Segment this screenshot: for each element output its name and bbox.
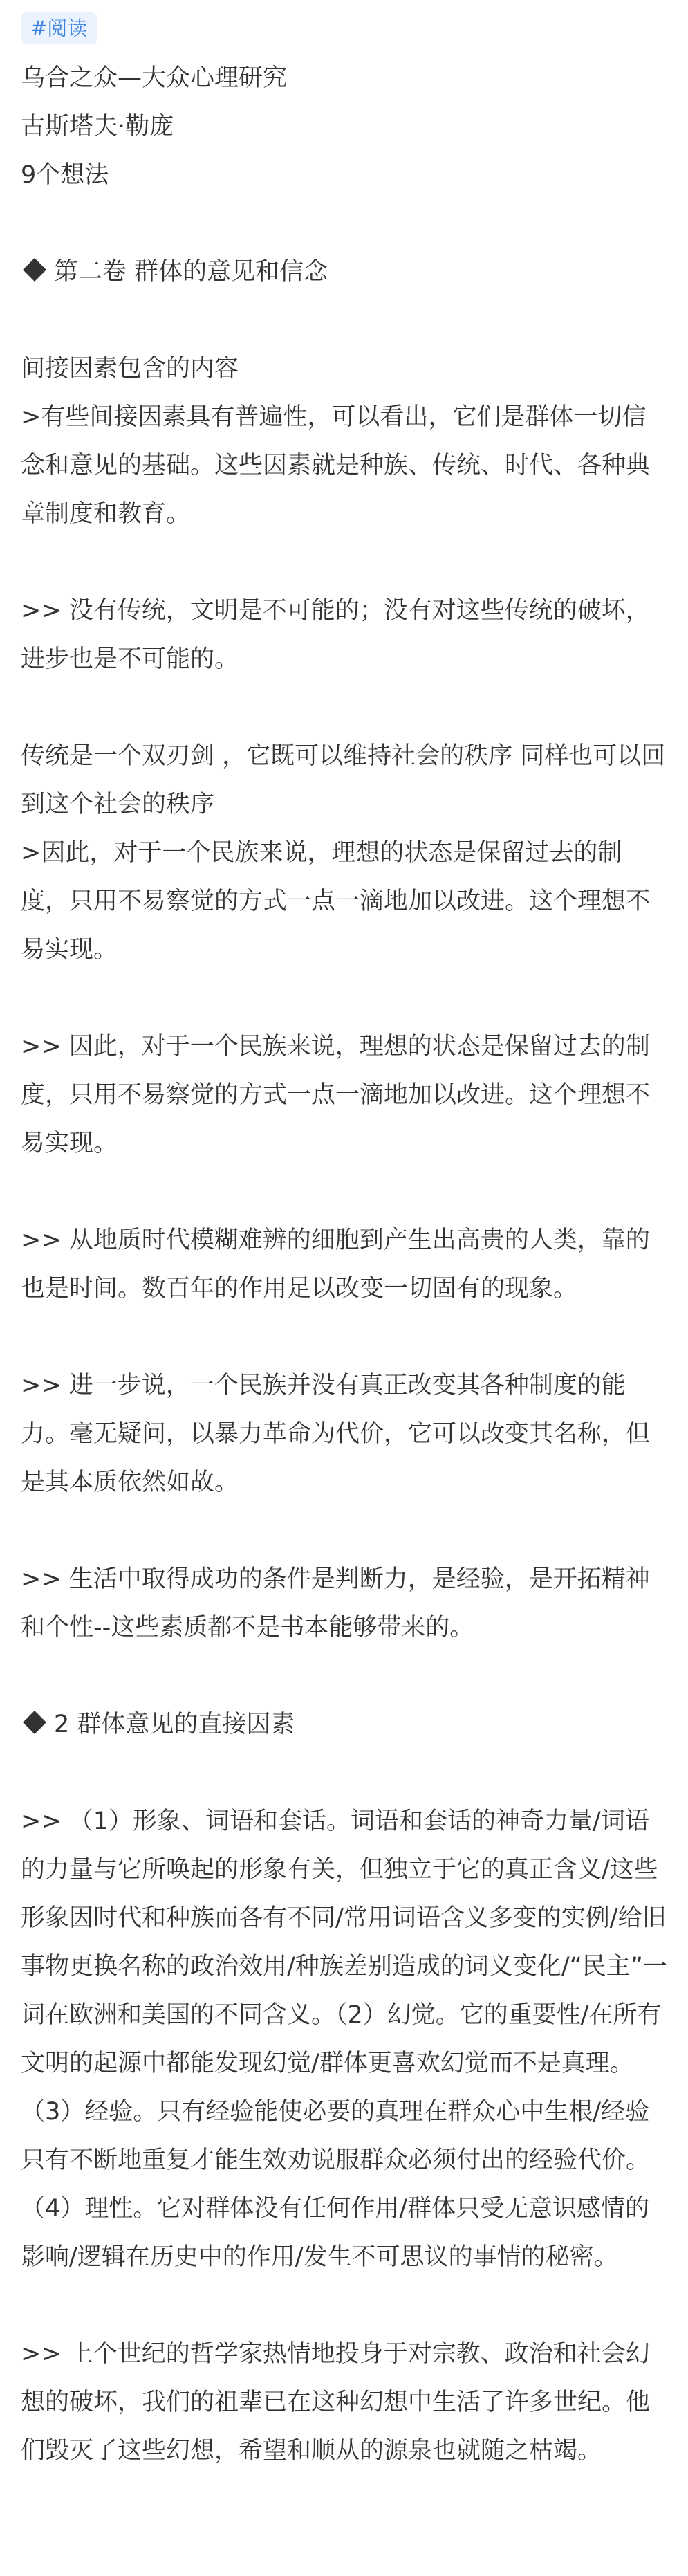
spacer [21,974,667,1022]
spacer [21,683,667,732]
section-heading-text: 第二卷 群体的意见和信念 [54,258,328,286]
idea-count: 9个想法 [21,161,109,189]
note-paragraph: >> （1）形象、词语和套话。词语和套话的神奇力量/词语的力量与它所唤起的形象有关，但独立于它的真正含义/这些形象因时代和种族而各有不同/常用词语含义多变的实例/给旧事物更换名称的政治效用/种族差别造成的词义变化/“民主”一词在欧洲和美国的不同含义。（2）幻觉。它的重要性/在所有文明的起源中都能发现幻觉/群体更喜欢幻觉而不是真理。（3）经验。只有经验能使必要的真理在群众心中生根/经验只有不断地重复才能生效劝说服群众必须付出的经验代价。（4）理性。它对群体没有任何作用/群体只受无意识感情的影响/逻辑在历史中的作用/发生不可思议的事情的秘密。 [21,1807,667,2271]
book-title: 乌合之众—大众心理研究 [21,64,288,92]
spacer [21,1313,667,1361]
note-paragraph: >> 上个世纪的哲学家热情地投身于对宗教、政治和社会幻想的破坏，我们的祖辈已在这种幻想中生活了许多世纪。他们毁灭了这些幻想，希望和顺从的源泉也就随之枯竭。 [21,2340,651,2465]
spacer [21,2281,667,2330]
note-paragraph: >> 生活中取得成功的条件是判断力，是经验，是开拓精神和个性--这些素质都不是书本能够带来的。 [21,1565,650,1641]
reading-tag[interactable]: #阅读 [21,12,97,44]
note-paragraph: >> 因此，对于一个民族来说，理想的状态是保留过去的制度，只用不易察觉的方式一点一滴地加以改进。这个理想不易实现。 [21,1033,651,1157]
section-heading-text: 2 群体意见的直接因素 [54,1711,295,1738]
spacer [21,538,667,587]
spacer [21,1507,667,1555]
author-name: 古斯塔夫·勒庞 [21,113,174,140]
diamond-bullet-icon [23,1711,46,1734]
spacer [21,1749,667,1797]
note-paragraph: 间接因素包含的内容 >有些间接因素具有普遍性，可以看出，它们是群体一切信念和意见的基础。这些因素就是种族、传统、时代、各种典章制度和教育。 [21,355,651,528]
diamond-bullet-icon [23,258,46,282]
spacer [21,199,667,248]
note-paragraph: 传统是一个双刃剑 ，它既可以维持社会的秩序 同样也可以回到这个社会的秩序 >因此，对于一个民族来说，理想的状态是保留过去的制度，只用不易察觉的方式一点一滴地加以改进。这个理想不易实现。 [21,742,666,964]
section-heading [21,248,667,296]
spacer [21,1168,667,1216]
spacer [21,296,667,344]
note-paragraph: >> 没有传统，文明是不可能的；没有对这些传统的破坏，进步也是不可能的。 [21,597,650,673]
note-paragraph: >> 进一步说，一个民族并没有真正改变其各种制度的能力。毫无疑问，以暴力革命为代价，它可以改变其名称，但是其本质依然如故。 [21,1372,651,1496]
spacer [21,1652,667,1700]
note-paragraph: >> 从地质时代模糊难辨的细胞到产生出高贵的人类，靠的也是时间。数百年的作用足以改变一切固有的现象。 [21,1226,650,1303]
section-heading [21,1700,667,1749]
